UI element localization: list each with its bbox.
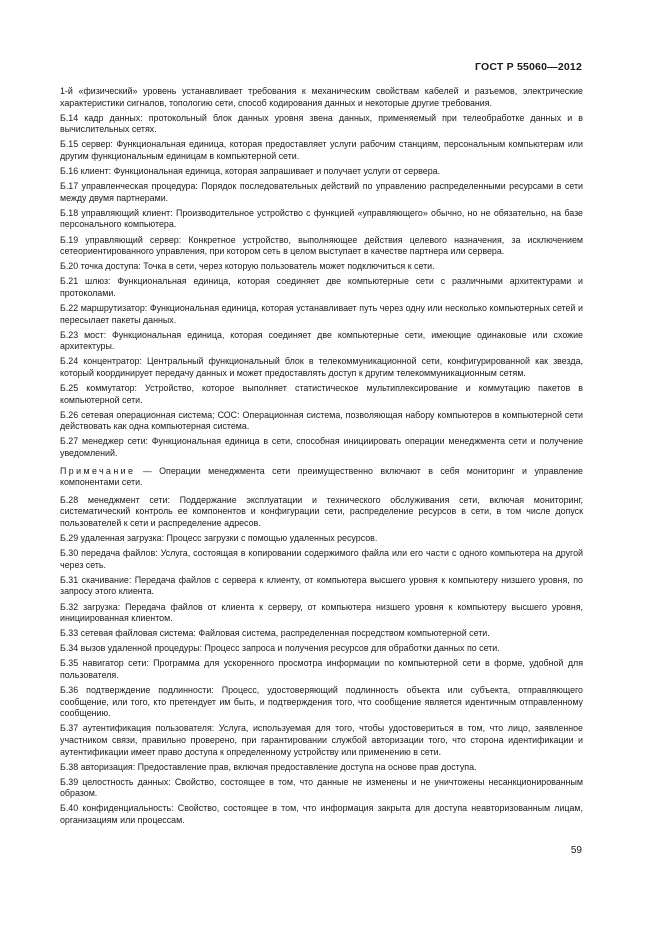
paragraph: Б.38 авторизация: Предоставление прав, включая предоставление доступа на основе прав доступа. [60,761,477,772]
paragraph: Б.25 коммутатор: Устройство, которое выполняет статистическое мультиплексирование и коммутацию пакетов в компьютерной сети. [60,383,583,405]
paragraph: Б.40 конфиденциальность: Свойство, состоящее в том, что информация закрыта для доступа неавторизованным лицам, организациям или процессам. [60,803,583,826]
paragraph: Б.24 концентратор: Центральный функциональный блок в телекоммуникационной сети, конфигурированной как звезда, который координирует передачу данных и может предоставлять доступ к другим телекоммуникационным сетям. [60,356,583,378]
paragraph: Б.30 передача файлов: Услуга, состоящая в копировании содержимого файла или его части с одного компьютера на другой через сеть. [60,548,583,570]
paragraph: Б.21 шлюз: Функциональная единица, которая соединяет две компьютерные сети с различными архитектурами и протоколами. [60,276,583,298]
paragraph: Б.28 менеджмент сети: Поддержание эксплуатации и технического обслуживания сети, включая мониторинг, систематический контроль ее компонентов и конфигурации сети, распределение ресурсов в сети, в том числе допуск пользователей к сети и распределение адресов. [60,494,583,528]
paragraph: Б.36 подтверждение подлинности: Процесс, удостоверяющий подлинность объекта или субъекта, отправляющего сообщение, или того, кто претендует им быть, и подтверждения того, что сообщение является идентичным отправленному сообщению. [60,685,583,719]
paragraph: Б.19 управляющий сервер: Конкретное устройство, выполняющее действия целевого назначения, за исключением сетеориентированного управления, при котором сеть в целом выступает в качестве партнера или сервера. [60,234,583,257]
paragraph: Б.39 целостность данных: Свойство, состоящее в том, что данные не изменены и не уничтожены несанкционированным образом. [60,776,583,799]
paragraph: Б.32 загрузка: Передача файлов от клиента к серверу, от компьютера низшего уровня к компьютеру высшего уровня, инициированная клиентом. [60,601,583,624]
paragraph: Б.22 маршрутизатор: Функциональная единица, которая устанавливает путь через одну или несколько компьютерных сетей и пересылает пакеты данных. [60,303,583,325]
paragraph: Б.37 аутентификация пользователя: Услуга, используемая для того, чтобы удостовериться в том, что лицо, заявленное участником связи, правильно проверено, при гарантировании службой авторизации того, что сторона идентификации и аутентификации имеет право доступа к определенному устройству или применению в сети. [60,723,583,757]
paragraph: Б.16 клиент: Функциональная единица, которая запрашивает и получает услуги от сервера. [60,166,441,177]
note-paragraph [60,466,583,489]
paragraph: Б.15 сервер: Функциональная единица, которая предоставляет услуги рабочим станциям, персональным компьютерам или другим функциональным единицам в компьютерной сети. [60,139,583,161]
paragraph: 1-й «физический» уровень устанавливает требования к механическим свойствам кабелей и разъемов, электрические характеристики сигналов, топологию сети, способ кодирования данных и некоторые другие требования. [60,86,583,108]
paragraph: Б.20 точка доступа: Точка в сети, через которую пользователь может подключиться к сети. [60,261,435,272]
document-body [60,86,583,830]
paragraph: Б.17 управленческая процедура: Порядок последовательных действий по управлению распределенными ресурсами в сети между двумя партнерами. [60,181,583,203]
note-label: Примечание [60,465,136,476]
page-number: 59 [570,845,582,856]
paragraph: Б.14 кадр данных: протокольный блок данных уровня звена данных, применяемый при телеобработке данных и в вычислительных сетях. [60,112,583,135]
paragraph: Б.23 мост: Функциональная единица, которая соединяет две компьютерные сети, имеющие одинаковые или схожие архитектуры. [60,329,583,352]
paragraph: Б.33 сетевая файловая система: Файловая система, распределенная посредством компьютерной сети. [60,628,490,639]
paragraph: Б.34 вызов удаленной процедуры: Процесс запроса и получения ресурсов для обработки данных по сети. [60,643,500,654]
paragraph: Б.18 управляющий клиент: Производительное устройство с функцией «управляющего» обычно, но не обязательно, на базе персонального компьютера. [60,207,583,230]
paragraph: Б.27 менеджер сети: Функциональная единица в сети, способная инициировать операции менеджмента сети и получение уведомлений. [60,436,583,459]
paragraph: Б.31 скачивание: Передача файлов с сервера к клиенту, от компьютера высшего уровня к компьютеру низшего уровня, по запросу этого клиента. [60,574,583,597]
note-text: — Операции менеджмента сети преимущественно включают в себя мониторинг и управление компонентами сети. [60,465,583,488]
document-header: ГОСТ Р 55060—2012 [474,61,582,73]
paragraph: Б.35 навигатор сети: Программа для ускоренного просмотра информации по компьютерной сети в форме, удобной для пользователя. [60,658,583,681]
paragraph: Б.29 удаленная загрузка: Процесс загрузки с помощью удаленных ресурсов. [60,533,378,544]
paragraph: Б.26 сетевая операционная система; СОС: Операционная система, позволяющая набору компьютеров в компьютерной сети действовать как одна компьютерная система. [60,409,583,432]
